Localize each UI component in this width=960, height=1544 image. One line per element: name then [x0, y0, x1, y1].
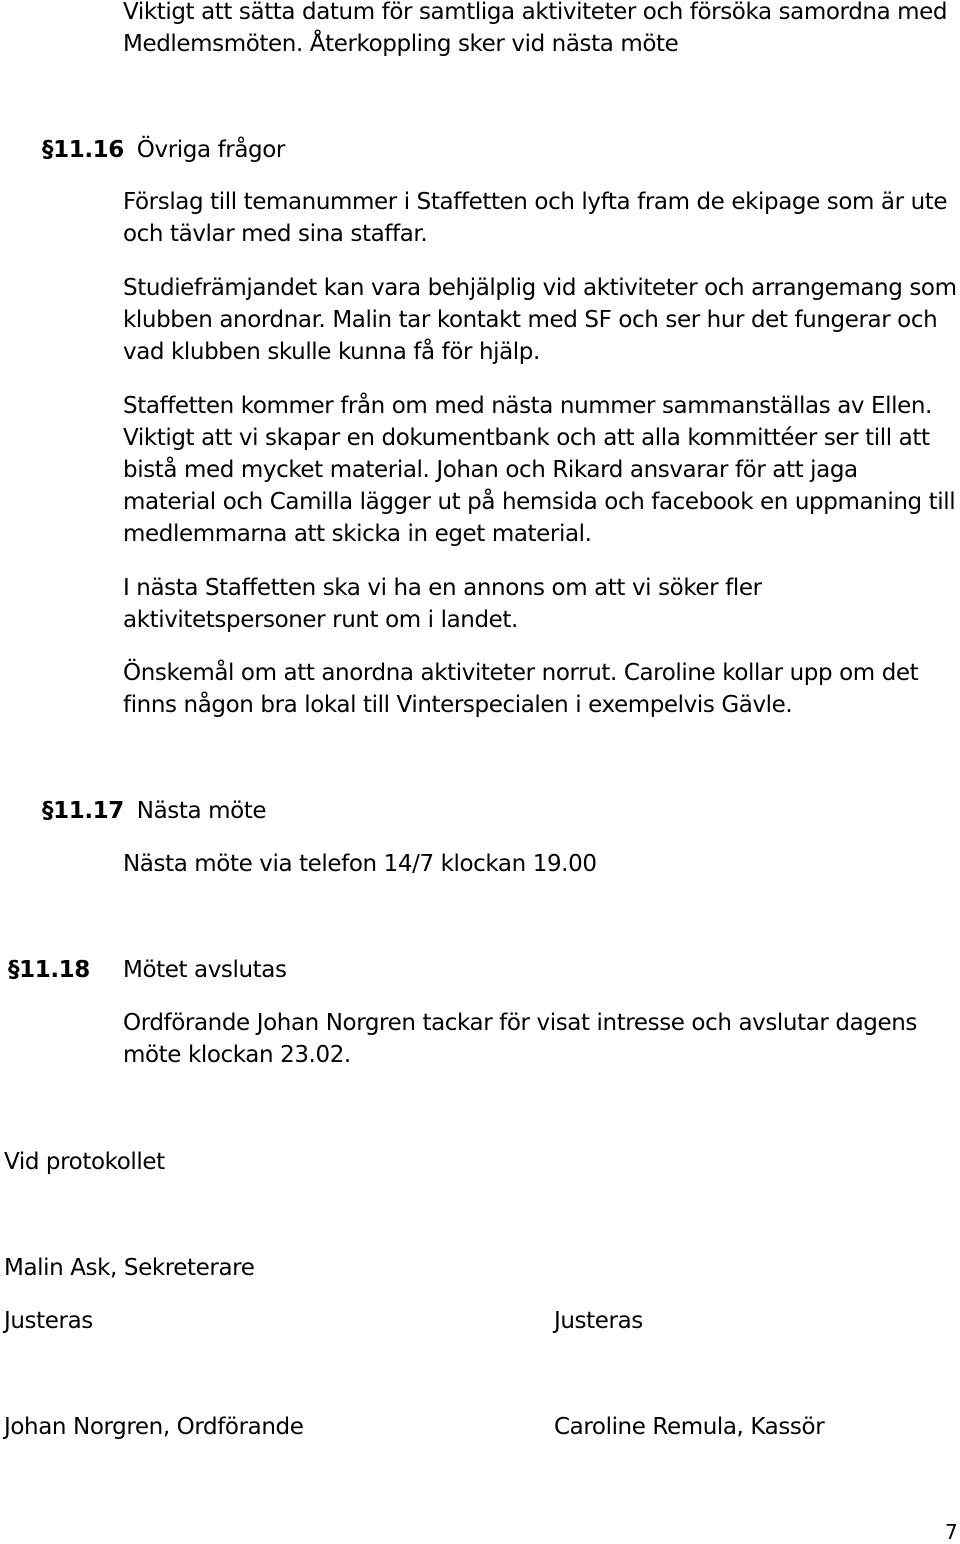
- paragraph: [123, 848, 597, 880]
- paragraph: [123, 272, 957, 368]
- section-heading-11-18: [8, 954, 90, 986]
- justeras-left: Justeras: [4, 1308, 93, 1334]
- paragraph-line: Staffetten kommer från om med nästa nummer sammanställas av Ellen.: [123, 393, 932, 419]
- paragraph: [123, 657, 918, 721]
- section-number: 11.17: [53, 798, 124, 824]
- paragraph-line: vad klubben skulle kunna få för hjälp.: [123, 339, 540, 365]
- paragraph-line: och tävlar med sina staffar.: [123, 221, 428, 247]
- chair-name: Johan Norgren, Ordförande: [4, 1414, 304, 1440]
- section-heading-11-16: [42, 134, 285, 166]
- paragraph: [123, 390, 955, 550]
- paragraph: [123, 572, 762, 636]
- signatures-heading: Vid protokollet: [4, 1149, 165, 1175]
- section-title: Nästa möte: [136, 798, 267, 824]
- intro-line: Viktigt att sätta datum för samtliga aktiviteter och försöka samordna med: [123, 0, 948, 25]
- paragraph-line: aktivitetspersoner runt om i landet.: [123, 607, 518, 633]
- section-number: 11.16: [53, 137, 124, 163]
- paragraph-line: finns någon bra lokal till Vinterspecialen i exempelvis Gävle.: [123, 692, 793, 718]
- intro-paragraph: [123, 0, 947, 60]
- paragraph-line: Nästa möte via telefon 14/7 klockan 19.00: [123, 851, 597, 877]
- page-number: 7: [945, 1520, 958, 1544]
- paragraph: [123, 1007, 917, 1071]
- paragraph-line: Ordförande Johan Norgren tackar för visat intresse och avslutar dagens: [123, 1010, 917, 1036]
- section-symbol: §: [42, 137, 54, 163]
- section-number: 11.18: [19, 957, 90, 983]
- paragraph: [123, 186, 947, 250]
- justeras-right: Justeras: [554, 1308, 643, 1334]
- paragraph-line: bistå med mycket material. Johan och Rikard ansvarar för att jaga: [123, 457, 858, 483]
- paragraph-line: Önskemål om att anordna aktiviteter norrut. Caroline kollar upp om det: [123, 660, 919, 686]
- treasurer-name: Caroline Remula, Kassör: [554, 1414, 825, 1440]
- paragraph-line: medlemmarna att skicka in eget material.: [123, 521, 592, 547]
- paragraph-line: Viktigt att vi skapar en dokumentbank och att alla kommittéer ser till att: [123, 425, 930, 451]
- paragraph-line: Studiefrämjandet kan vara behjälplig vid aktiviteter och arrangemang som: [123, 275, 957, 301]
- intro-line: Medlemsmöten. Återkoppling sker vid nästa möte: [123, 31, 679, 57]
- paragraph-line: möte klockan 23.02.: [123, 1042, 351, 1068]
- section-symbol: §: [8, 957, 20, 983]
- section-title: Mötet avslutas: [123, 957, 287, 983]
- section-heading-11-17: [42, 795, 266, 827]
- secretary-name: Malin Ask, Sekreterare: [4, 1255, 255, 1281]
- paragraph-line: I nästa Staffetten ska vi ha en annons om att vi söker fler: [123, 575, 762, 601]
- section-title-11-18: [123, 954, 287, 986]
- paragraph-line: klubben anordnar. Malin tar kontakt med SF och ser hur det fungerar och: [123, 307, 938, 333]
- section-symbol: §: [42, 798, 54, 824]
- paragraph-line: material och Camilla lägger ut på hemsida och facebook en uppmaning till: [123, 489, 956, 515]
- section-title: Övriga frågor: [136, 137, 285, 163]
- paragraph-line: Förslag till temanummer i Staffetten och lyfta fram de ekipage som är ute: [123, 189, 948, 215]
